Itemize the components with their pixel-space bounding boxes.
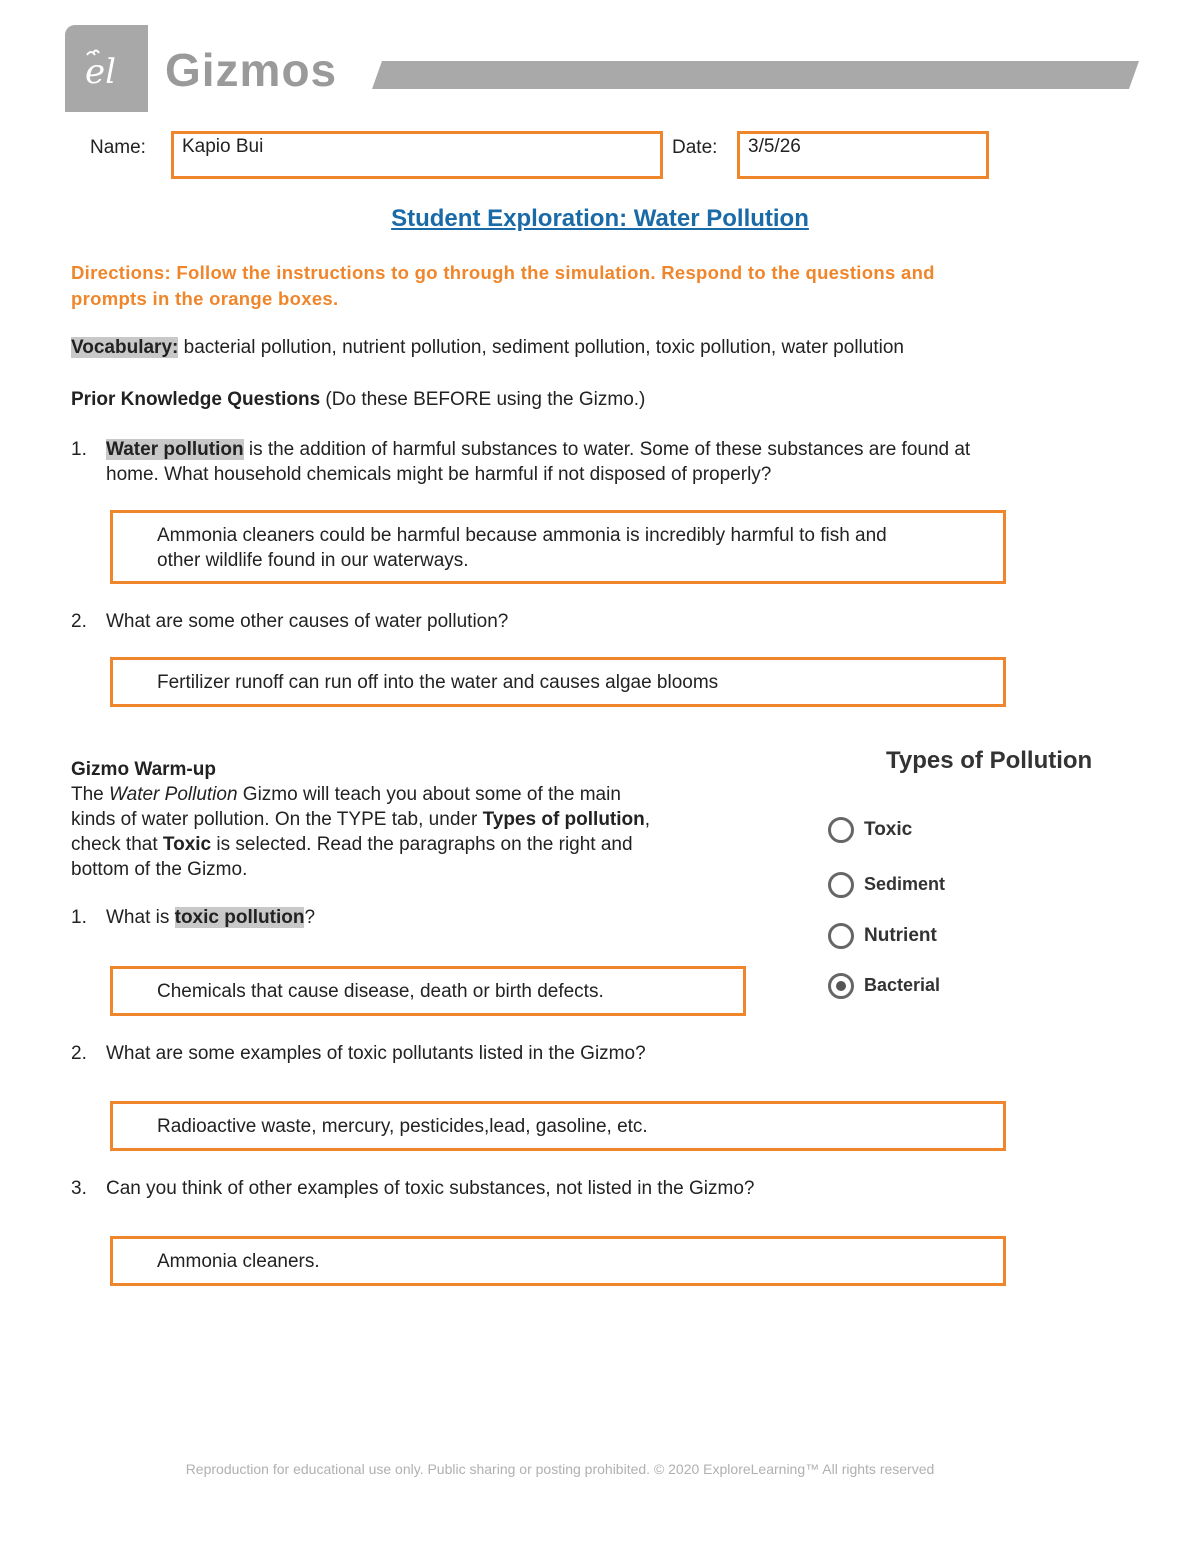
prior-knowledge-heading (71, 387, 645, 412)
warmup-text: bottom of the Gizmo. (71, 859, 248, 880)
question-text: What is (106, 907, 175, 928)
question-text: ? (304, 907, 316, 928)
warmup-text: is selected. Read the paragraphs on the right and (211, 834, 633, 855)
term-toxic-pollution: toxic pollution (174, 907, 305, 928)
radio-icon[interactable] (828, 923, 854, 949)
types-of-pollution-title: Types of Pollution (886, 747, 1093, 774)
radio-label: Nutrient (864, 925, 937, 946)
warmup-emphasis: Toxic (162, 834, 212, 855)
radio-selected-icon[interactable] (828, 973, 854, 999)
question-text: is the addition of harmful substances to water. Some of these substances are found at (243, 439, 971, 460)
vocabulary-terms: bacterial pollution, nutrient pollution, sediment pollution, toxic pollution, water pollution (178, 337, 904, 358)
question-number: 3. (71, 1178, 87, 1199)
question-number: 1. (71, 439, 87, 460)
warmup-text: check that (71, 834, 163, 855)
gizmo-name: Water Pollution (109, 784, 238, 805)
answer-text: Fertilizer runoff can run off into the water and causes algae blooms (157, 672, 719, 693)
term-water-pollution: Water pollution (106, 439, 244, 460)
answer-line-2: other wildlife found in our waterways. (157, 550, 469, 571)
warmup-question-2: What are some examples of toxic pollutants listed in the Gizmo? (106, 1043, 646, 1064)
date-label: Date: (672, 137, 718, 158)
footer-copyright: Reproduction for educational use only. Public sharing or posting prohibited. © 2020 ExploreLearning™ All rights reserved (185, 1461, 935, 1477)
question-number: 2. (71, 1043, 87, 1064)
warmup-question-1 (106, 905, 315, 930)
prior-question-1 (106, 437, 1106, 487)
radio-label: Toxic (864, 819, 913, 840)
vocabulary-label: Vocabulary: (71, 337, 179, 358)
svg-text:el: el (85, 52, 116, 92)
answer-box[interactable] (110, 966, 746, 1016)
warmup-text: The (71, 784, 110, 805)
date-field[interactable]: 3/5/26 (737, 131, 989, 179)
warmup-question-3: Can you think of other examples of toxic substances, not listed in the Gizmo? (106, 1178, 755, 1199)
page-title: Student Exploration: Water Pollution (391, 205, 809, 232)
warmup-emphasis: Types of pollution (482, 809, 645, 830)
directions-line-2: prompts in the orange boxes. (71, 288, 339, 309)
warmup-text: kinds of water pollution. On the TYPE tab, under (71, 809, 483, 830)
warmup-heading: Gizmo Warm-up (71, 759, 216, 780)
warmup-text: Gizmo will teach you about some of the main (237, 784, 621, 805)
gizmos-logo (65, 25, 148, 112)
prior-heading: Prior Knowledge Questions (71, 389, 321, 410)
brand-name: Gizmos (165, 44, 338, 96)
question-text-line-2: home. What household chemicals might be harmful if not disposed of properly? (106, 464, 772, 485)
radio-icon[interactable] (828, 872, 854, 898)
answer-box[interactable] (110, 657, 1006, 707)
header-bar (372, 61, 1139, 89)
answer-line-1: Ammonia cleaners could be harmful because ammonia is incredibly harmful to fish and (157, 525, 887, 546)
answer-text: Radioactive waste, mercury, pesticides,lead, gasoline, etc. (157, 1116, 648, 1137)
question-number: 2. (71, 611, 87, 632)
name-field[interactable]: Kapio Bui (171, 131, 663, 179)
warmup-text: , (644, 809, 651, 830)
answer-box[interactable] (110, 510, 1006, 584)
prior-question-2: What are some other causes of water pollution? (106, 611, 509, 632)
answer-box[interactable] (110, 1236, 1006, 1286)
vocabulary (71, 335, 1131, 360)
radio-label: Sediment (864, 874, 946, 894)
answer-text: Chemicals that cause disease, death or birth defects. (157, 981, 604, 1002)
answer-text: Ammonia cleaners. (157, 1251, 320, 1272)
prior-heading-note: (Do these BEFORE using the Gizmo.) (320, 389, 646, 410)
radio-label: Bacterial (864, 975, 941, 995)
directions (71, 260, 1091, 312)
explorelearning-logo-icon (65, 25, 148, 112)
directions-line-1: Directions: Follow the instructions to go through the simulation. Respond to the questions and (71, 262, 935, 283)
question-number: 1. (71, 907, 87, 928)
warmup-section (71, 757, 751, 882)
radio-icon[interactable] (828, 817, 854, 843)
name-label: Name: (90, 137, 146, 158)
answer-box[interactable] (110, 1101, 1006, 1151)
